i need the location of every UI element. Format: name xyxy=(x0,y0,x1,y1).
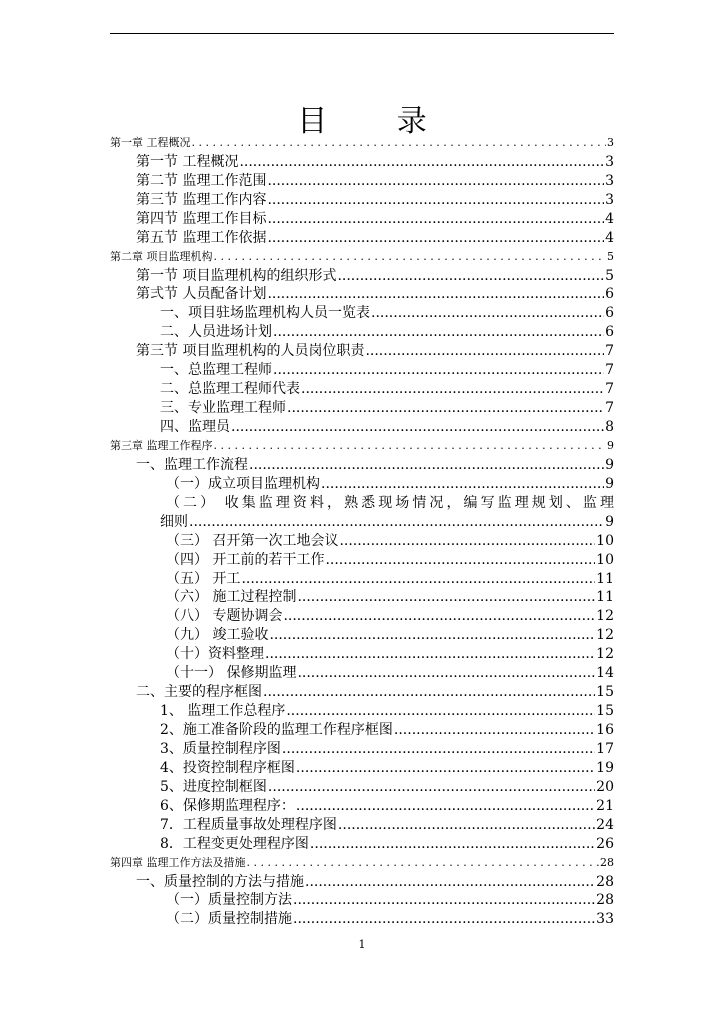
toc-entry-label: （三） 召开第一次工地会议 xyxy=(166,532,339,549)
toc-entry-label: 一、监理工作流程 xyxy=(136,456,248,473)
toc-entry-page: 6 xyxy=(605,286,614,303)
toc-entry[interactable] xyxy=(110,247,614,266)
dot-leader xyxy=(192,134,607,152)
toc-entry-page: 7 xyxy=(605,362,614,379)
toc-entry[interactable] xyxy=(110,171,614,190)
toc-entry-page: 7 xyxy=(605,343,614,360)
toc-entry[interactable] xyxy=(110,322,614,341)
toc-entry[interactable] xyxy=(110,569,614,588)
toc-entry-label: （九） 竣工验收 xyxy=(166,627,269,644)
toc-entry-page: 28 xyxy=(600,855,614,869)
toc-entry-page: 24 xyxy=(596,816,614,833)
toc-entry[interactable] xyxy=(110,891,614,910)
toc-entry-label: （五） 开工 xyxy=(166,570,241,587)
toc-entry-page: 28 xyxy=(596,873,614,890)
toc-entry[interactable] xyxy=(110,701,614,720)
dot-leader xyxy=(301,380,604,398)
dot-leader xyxy=(267,191,604,209)
toc-entry-page: 3 xyxy=(605,172,614,189)
toc-entry[interactable] xyxy=(110,663,614,682)
toc-entry-label: 3、质量控制程序图 xyxy=(160,740,281,757)
toc-entry[interactable] xyxy=(110,228,614,247)
toc-entry-page: 12 xyxy=(596,627,614,644)
toc-entry[interactable] xyxy=(110,285,614,304)
dot-leader xyxy=(265,645,595,663)
dot-leader xyxy=(297,588,595,606)
dot-leader xyxy=(247,854,600,872)
toc-entry[interactable] xyxy=(110,493,614,512)
toc-entry-label: 第三章 监理工作程序 xyxy=(110,438,213,452)
toc-entry-label: 第一节 项目监理机构的组织形式 xyxy=(136,267,337,284)
toc-entry-page: 19 xyxy=(596,759,614,776)
toc-entry-label: 第五节 监理工作依据 xyxy=(136,229,267,246)
toc-entry[interactable] xyxy=(110,625,614,644)
toc-entry-label: 三、专业监理工程师 xyxy=(160,400,286,417)
toc-entry-label: 第四章 监理工作方法及措施 xyxy=(110,855,246,869)
toc-entry-label: 四、监理员 xyxy=(160,419,230,435)
dot-leader xyxy=(239,153,604,171)
toc-entry-label: 第二章 项目监理机构 xyxy=(110,249,213,263)
toc-entry[interactable] xyxy=(110,777,614,796)
toc-entry-page: 15 xyxy=(596,703,614,720)
toc-entry-label: 2、施工准备阶段的监理工作程序框图 xyxy=(160,722,393,738)
dot-leader xyxy=(325,551,595,569)
toc-entry-label: 第三节 监理工作内容 xyxy=(136,191,267,208)
toc-entry[interactable] xyxy=(110,531,614,550)
dot-leader xyxy=(282,740,595,758)
toc-entry[interactable] xyxy=(110,455,614,474)
toc-entry-page: 33 xyxy=(596,911,614,928)
dot-leader xyxy=(267,210,604,228)
dot-leader xyxy=(263,683,595,701)
dot-leader xyxy=(249,456,604,474)
toc-entry-page: 11 xyxy=(596,570,614,587)
dot-leader xyxy=(321,475,604,493)
toc-entry-label: 一、项目驻场监理机构人员一览表 xyxy=(160,305,370,322)
toc-entry-page: 7 xyxy=(605,381,614,398)
toc-entry-page: 4 xyxy=(605,210,614,227)
toc-entry-label: 7．工程质量事故处理程序图 xyxy=(160,816,337,833)
toc-entry-label: 二、总监理工程师代表 xyxy=(160,381,300,398)
toc-entry-page: 28 xyxy=(596,892,614,909)
dot-leader xyxy=(268,778,595,796)
toc-entry[interactable] xyxy=(110,266,614,285)
dot-leader xyxy=(394,721,595,739)
toc-entry-page: 16 xyxy=(596,722,614,738)
toc-entry-page: 5 xyxy=(607,249,614,263)
dot-leader xyxy=(297,664,595,682)
toc-entry-page: 10 xyxy=(596,551,614,568)
toc-entry-page: 6 xyxy=(605,324,614,341)
toc-entry-page: 9 xyxy=(605,475,614,492)
toc-entry-label: 一、质量控制的方法与措施 xyxy=(136,873,304,890)
toc-entry-page: 12 xyxy=(596,608,614,625)
toc-entry-page: 9 xyxy=(605,456,614,473)
toc-entry[interactable] xyxy=(110,909,614,928)
dot-leader xyxy=(371,304,604,322)
dot-leader xyxy=(293,891,595,909)
toc-entry-page: 4 xyxy=(605,229,614,246)
toc-entry[interactable] xyxy=(110,644,614,663)
dot-leader xyxy=(241,570,595,588)
toc-entry-label: （一）成立项目监理机构 xyxy=(166,475,320,492)
toc-entry-page: 8 xyxy=(605,419,614,435)
toc-entry-label: 第一节 工程概况 xyxy=(136,153,239,170)
toc-entry[interactable] xyxy=(110,796,614,815)
dot-leader xyxy=(214,248,607,266)
toc-entry[interactable] xyxy=(110,474,614,493)
toc-entry-page: 9 xyxy=(605,513,614,530)
toc-entry[interactable] xyxy=(110,739,614,758)
dot-leader xyxy=(338,816,595,834)
dot-leader xyxy=(231,418,604,436)
dot-leader xyxy=(296,759,595,777)
toc-entry[interactable] xyxy=(110,834,614,853)
toc-entry[interactable] xyxy=(110,417,614,436)
toc-entry[interactable] xyxy=(110,606,614,625)
toc-entry-label: 6、保修期监理程序： xyxy=(160,797,295,814)
toc-entry[interactable] xyxy=(110,360,614,379)
toc-entry[interactable] xyxy=(110,152,614,171)
page-title: 目 录 xyxy=(297,104,457,139)
dot-leader xyxy=(296,797,595,815)
toc-entry-label: （十一） 保修期监理 xyxy=(166,665,297,682)
dot-leader xyxy=(267,229,604,247)
toc-entry-label: 二、主要的程序框图 xyxy=(136,684,262,701)
toc-entry-continuation xyxy=(110,512,614,531)
toc-entry-page: 7 xyxy=(605,400,614,417)
toc-entry[interactable] xyxy=(110,853,614,872)
toc-entry-label: 4、投资控制程序框图 xyxy=(160,759,295,776)
dot-leader xyxy=(189,513,604,531)
toc-entry[interactable] xyxy=(110,303,614,322)
toc-entry[interactable] xyxy=(110,720,614,739)
toc-entry-label: 一、总监理工程师 xyxy=(160,362,272,379)
toc-entry-label: （六） 施工过程控制 xyxy=(166,589,297,606)
toc-entry-page: 9 xyxy=(607,438,614,452)
toc-entry[interactable] xyxy=(110,872,614,891)
dot-leader xyxy=(293,910,595,928)
toc-entry-page: 11 xyxy=(596,589,614,606)
toc-entry-label: 第三节 项目监理机构的人员岗位职责 xyxy=(136,343,365,360)
toc-entry[interactable] xyxy=(110,209,614,228)
toc-entry-page: 6 xyxy=(605,305,614,322)
toc-entry-page: 12 xyxy=(596,646,614,663)
dot-leader xyxy=(365,342,604,360)
dot-leader xyxy=(267,172,604,190)
toc-entry-label: 第四节 监理工作目标 xyxy=(136,210,267,227)
toc-entry-label: 第弍节 人员配备计划 xyxy=(136,286,267,303)
toc-entry-page: 10 xyxy=(596,532,614,549)
toc-entry-label: （一）质量控制方法 xyxy=(166,892,292,909)
toc-entry[interactable] xyxy=(110,758,614,777)
dot-leader xyxy=(283,607,595,625)
page-number: 1 xyxy=(358,938,366,951)
toc-entry[interactable] xyxy=(110,379,614,398)
toc-entry-label: 二、人员进场计划 xyxy=(160,324,272,341)
dot-leader xyxy=(267,285,604,303)
dot-leader xyxy=(337,267,604,285)
toc-entry[interactable] xyxy=(110,341,614,360)
toc-entry-label: 第一章 工程概况 xyxy=(110,135,191,149)
toc-entry[interactable] xyxy=(110,550,614,569)
toc-entry-label: 1、 监理工作总程序 xyxy=(160,703,286,720)
toc-entry[interactable] xyxy=(110,398,614,417)
toc-entry-page: 3 xyxy=(605,191,614,208)
toc-entry-page: 5 xyxy=(605,267,614,284)
dot-leader xyxy=(305,873,595,891)
dot-leader xyxy=(269,626,595,644)
toc-entry-page: 15 xyxy=(596,684,614,701)
toc-entry[interactable] xyxy=(110,588,614,607)
toc-entry-label: 细则 xyxy=(160,513,188,530)
toc-entry-label: （八） 专题协调会 xyxy=(166,608,283,625)
dot-leader xyxy=(287,399,604,417)
toc-entry-label: 8．工程变更处理程序图 xyxy=(160,835,309,852)
dot-leader xyxy=(214,437,607,455)
toc-entry-page: 14 xyxy=(596,665,614,682)
toc-entry-page: 26 xyxy=(596,835,614,852)
toc-entry-page: 20 xyxy=(596,778,614,795)
header-rule xyxy=(110,33,614,34)
toc-entry-label: （二）质量控制措施 xyxy=(166,911,292,928)
dot-leader xyxy=(339,532,595,550)
toc-entry-label: （十）资料整理 xyxy=(166,646,264,663)
toc-entry[interactable] xyxy=(110,682,614,701)
dot-leader xyxy=(286,702,595,720)
toc-entry[interactable] xyxy=(110,190,614,209)
toc-entry[interactable] xyxy=(110,133,614,152)
toc-entry-page: 21 xyxy=(596,797,614,814)
toc-entry-page: 3 xyxy=(605,153,614,170)
toc-entry[interactable] xyxy=(110,815,614,834)
toc-entry-label: 5、进度控制框图 xyxy=(160,778,267,795)
dot-leader xyxy=(273,323,604,341)
table-of-contents xyxy=(110,133,614,928)
dot-leader xyxy=(310,835,595,853)
toc-entry-label: （四） 开工前的若干工作 xyxy=(166,551,325,568)
toc-entry-label: （二） 收集监理资料，熟悉现场情况，编写监理规划、监理 xyxy=(166,494,614,511)
toc-entry[interactable] xyxy=(110,436,614,455)
toc-entry-page: 3 xyxy=(607,135,614,149)
dot-leader xyxy=(273,361,604,379)
toc-entry-label: 第二节 监理工作范围 xyxy=(136,172,267,189)
toc-entry-page: 17 xyxy=(596,740,614,757)
